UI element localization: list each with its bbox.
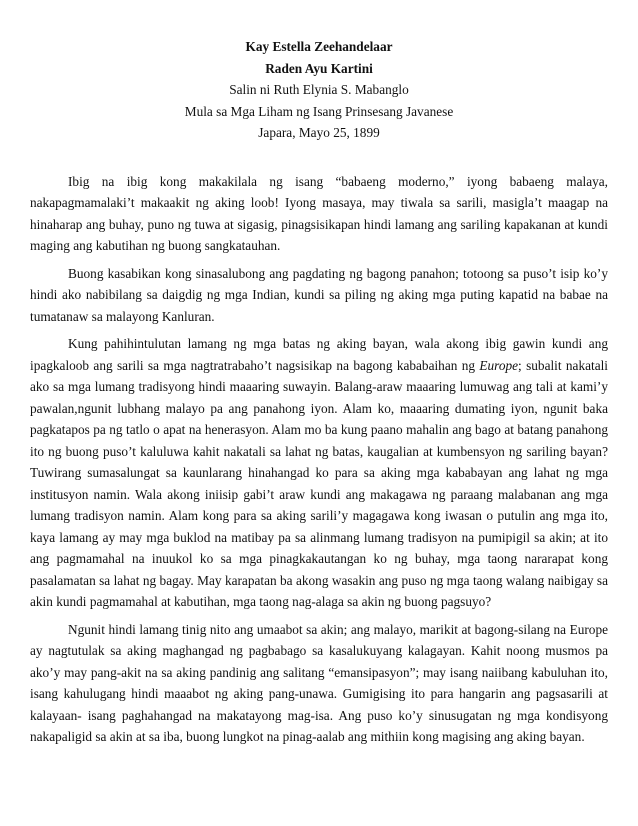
header-spacer [30, 144, 608, 171]
paragraph-3-part-a: Kung pahihintulutan lamang ng mga batas ng aking bayan, wala akong ibig gawin kundi ang ipagkaloob ang sarili sa mga nagtratrabaho’t nagsisikap na bagong kababaihan ng [30, 336, 608, 373]
source-line: Mula sa Mga Liham ng Isang Prinsesang Javanese [184, 103, 454, 119]
translator-credit: Salin ni Ruth Elynia S. Mabanglo [229, 82, 409, 97]
paragraph-3-part-b: ; subalit nakatali ako sa mga lumang tradisyong hindi maaaring suwayin. Balang-araw maaaring lumuwag ang tali at kami’y pawalan,ngunit lubhang malayo pa ang panahong iyon. Alam ko, maaaring dumating iyon, ngunit baka pagkatapos pa ng tatlo o apat na henerasyon. Alam mo ba kung paano mahalin ang bago at batang panahong ito ng buong puso’t kaluluwa kahit nakatali sa lahat ng batas, kaugalian at kumbensyon ng sariling bayan? Tuwirang sumasalungat sa kaunlarang hinahangad ko para sa aking mga kababayan ang lahat ng mga institusyon namin. Wala akong iniisip gabi’t araw kundi ang makagawa ng paraang malabanan ang mga lumang tradisyon namin. Alam kong para sa aking sarili’y magagawa kong iwasan o putulin ang mga ito, kaya lamang ay may mga buklod na matibay pa sa alinmang lumang tradisyon na pumipigil sa akin; at ito ang pagmamahal na inuukol ko sa mga pinagkakautangan ko ng buhay, mga taong nararapat kong pasalamatan sa lahat ng bagay. May karapatan ba akong wasakin ang puso ng mga taong walang naibigay sa akin kundi pagmamahal at kabutihan, mga taong nag-alaga sa akin ng buong pagsuyo? [30, 357, 608, 609]
letter-author: Raden Ayu Kartini [265, 60, 373, 76]
letter-title: Kay Estella Zeehandelaar [245, 39, 393, 54]
letter-header [30, 36, 608, 144]
paragraph-1: Ibig na ibig kong makakilala ng isang “babaeng moderno,” iyong babaeng malaya, nakapagmamalaki’t makaakit ng aking loob! Iyong masaya, may tiwala sa sarili, masigla’t maagap na hinaharap ang buhay, puno ng tuwa at sigasig, pinagsisikapan hindi lamang ang sariling kapakanan at kundi maging ang kabutihan ng buong sangkatauhan. [30, 173, 608, 253]
paragraph-4: Ngunit hindi lamang tinig nito ang umaabot sa akin; ang malayo, marikit at bagong-silang na Europe ay nagtutulak sa aking maghangad ng pagbabago sa kasalukuyang kalagayan. Kahit noong musmos pa ako’y may pang-akit na sa aking pandinig ang salitang “emansipasyon”; may isang naiibang kabuluhan ito, isang kahulugang hindi maaabot ng aking pang-unawa. Gumigising ito para hangarin ang pagsasarili at kalayaan- isang paghahangad na makatayong mag-isa. Ang puso ko’y sinusugatan ng mga kondisyong nakapaligid sa akin at sa iba, buong lungkot na pinag-aalab ang mithiin kong magising ang aking bayan. [30, 621, 608, 744]
place-date: Japara, Mayo 25, 1899 [258, 125, 380, 140]
europe-italic: Europe [479, 357, 519, 373]
paragraph-2: Buong kasabikan kong sinasalubong ang pagdating ng bagong panahon; totoong sa puso’t isip ko’y hindi ako nabibilang sa daigdig ng mga Indian, kundi sa piling ng aking mga puting kapatid na babae na tumatanaw sa malayong Kanluran. [30, 265, 608, 324]
paragraph-3 [30, 333, 608, 613]
